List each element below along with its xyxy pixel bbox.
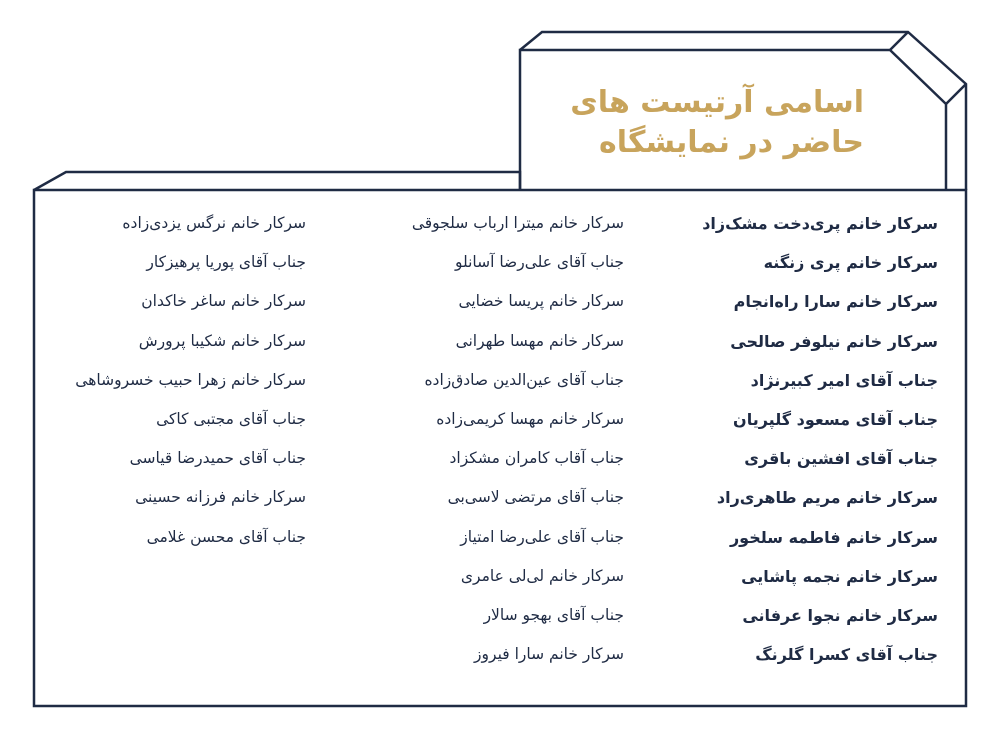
artist-name-item: سرکار خانم مهسا کریمی‌زاده [436,409,624,428]
title-block-corner-edge [890,32,966,104]
artist-name-item: سرکار خانم نیلوفر صالحی [730,331,938,351]
artist-name-item: سرکار خانم ساغر خاکدان [141,292,306,311]
artists-column-middle [324,204,624,674]
artist-name-item: جناب آقای محسن غلامی [146,527,306,546]
artist-name-item: سرکار خانم سارا راه‌انجام [733,292,938,312]
artist-name-item: جناب آقای حمیدرضا قیاسی [129,449,306,468]
artist-name-item: سرکار خانم مریم طاهری‌راد [716,488,938,508]
artist-name-item: سرکار خانم نجوا عرفانی [742,605,938,625]
artist-name-item: جناب آقای امیر کبیرنژاد [750,370,938,390]
artist-name-item: سرکار خانم پریسا خضایی [458,292,624,311]
artist-name-item: سرکار خانم نرگس یزدی‌زاده [122,214,306,232]
artist-name-item: جناب آقای بهجو سالار [483,605,624,624]
artist-name-item: جناب آقای عین‌الدین صادق‌زاده [424,370,624,389]
artist-name-item: جناب آقای افشین باقری [744,449,938,469]
artist-name-item: سرکار خانم پری‌دخت مشک‌زاد [702,214,938,233]
page-title-line-1: اسامی آرتیست های [570,85,864,120]
page-title-line-2: حاضر در نمایشگاه [599,125,864,160]
artist-name-item: جناب آقای کسرا گلرنگ [755,645,938,665]
artist-name-item: جناب آقای مجتبی کاکی [156,409,306,428]
artist-name-item: سرکار خانم فاطمه سلخور [729,527,938,547]
artist-name-item: جناب آقای علی‌رضا امتیاز [460,527,624,546]
artist-name-item: جناب آقای مرتضی لاسی‌بی [447,488,624,507]
artist-name-item: جناب آقای علی‌رضا آسانلو [454,253,624,272]
artist-name-item: سرکار خانم میترا ارباب سلجوقی [411,214,624,232]
artist-name-item: سرکار خانم پری زنگنه [763,253,938,273]
artist-name-item: سرکار خانم مهسا طهرانی [455,331,624,350]
artist-name-item: جناب آقاب کامران مشکزاد [449,449,624,468]
artist-name-item: سرکار خانم نجمه پاشایی [741,566,938,586]
left-tab-border [34,172,520,190]
artists-column-left [6,204,306,557]
artist-name-item: سرکار خانم زهرا حبیب خسروشاهی [75,370,306,389]
artist-name-item: سرکار خانم فرزانه حسینی [135,488,306,507]
artist-name-item: سرکار خانم سارا فیروز [474,645,624,664]
artist-name-item: سرکار خانم لی‌لی عامری [460,566,624,585]
artist-name-item: جناب آقای پوریا پرهیزکار [146,253,306,272]
artist-name-item: جناب آقای مسعود گلپریان [733,409,938,429]
artists-column-right [638,204,938,674]
artist-name-item: سرکار خانم شکیبا پرورش [138,331,306,350]
